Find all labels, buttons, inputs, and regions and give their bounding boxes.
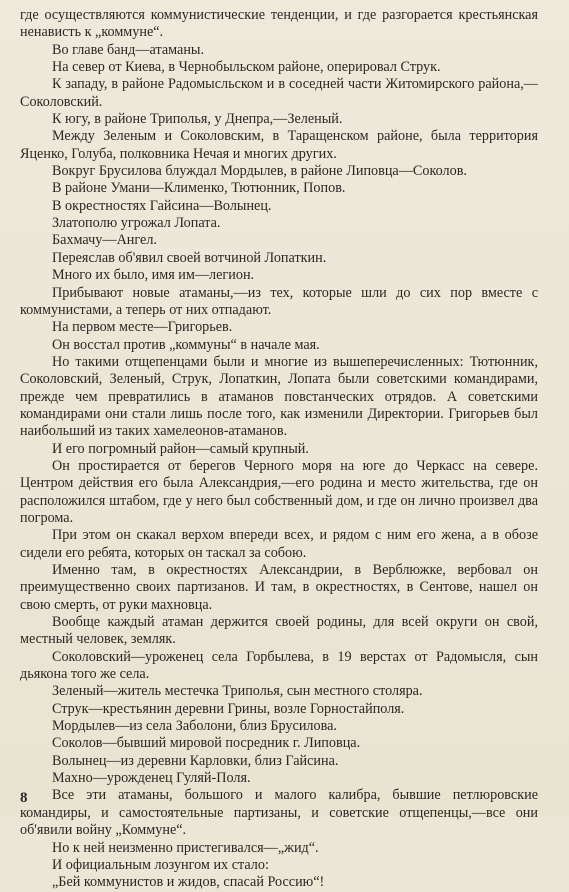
paragraph: Во главе банд—атаманы. (52, 41, 205, 58)
paragraph: Он восстал против „коммуны“ в начале мая. (52, 336, 320, 353)
paragraph: Прибывают новые атаманы,—из тех, которые шли до сих пор вместе с коммунистами, а теперь от них отпадают. (20, 284, 538, 318)
paragraph: Соколовский—уроженец села Горбылева, в 19 верстах от Радомысля, сын дьякона того же села. (20, 648, 538, 683)
page-number: 8 (20, 790, 28, 806)
paragraph: На первом месте—Григорьев. (52, 319, 233, 336)
paragraph: Вообще каждый атаман держится своей родины, для всей округи он свой, местный человек, земляк. (20, 614, 538, 648)
paragraph: „Бей коммунистов и жидов, спасай Россию“! (52, 874, 325, 891)
paragraph: Вокруг Брусилова блуждал Мордылев, в районе Липовца—Соколов. (52, 163, 467, 180)
paragraph: Именно там, в окрестностях Александрии, в Верблюжке, вербовал он преимущественно своих партизанов. И там, в окрестностях, в Сентове, нашел он свою смерть, от руки махновца. (20, 562, 538, 613)
paragraph: В окрестностях Гайсина—Волынец. (52, 197, 272, 214)
paragraph: Бахмачу—Ангел. (52, 232, 157, 249)
paragraph: Волынец—из деревни Карловки, близ Гайсина. (52, 752, 339, 769)
paragraph: Все эти атаманы, большого и малого калибра, бывшие петлюровские командиры, и самостоятельные партизаны, и советские отщепенцы,—все они об'явили войну „Коммуне“. (20, 787, 538, 839)
paragraph: Зеленый—житель местечка Триполья, сын местного столяра. (52, 683, 423, 700)
paragraph: Мордылев—из села Заболони, близ Брусилова. (52, 718, 337, 735)
paragraph: Между Зеленым и Соколовским, в Таращенском районе, была территория Яценко, Голуба, полковника Нечая и многих других. (20, 128, 538, 162)
paragraph: Но такими отщепенцами были и многие из вышеперечисленных: Тютюнник, Соколовский, Зеленый, Струк, Лопаткин, Лопата были советскими командирами, прежде чем превратились в атаманов повстанческих отрядов. А советскими командирами они стали лишь после того, как изменили Директории. Григорьев был наибольший из таких хамелеонов-атаманов. (20, 353, 538, 440)
paragraph: Переяслав об'явил своей вотчиной Лопаткин. (52, 249, 327, 266)
paragraph: Златополю угрожал Лопата. (52, 215, 221, 232)
paragraph: Соколов—бывший мировой посредник г. Липовца. (52, 735, 361, 752)
paragraph: К югу, в районе Триполья, у Днепра,—Зеленый. (52, 111, 343, 128)
paragraph: Много их было, имя им—легион. (52, 267, 255, 284)
body-text (20, 7, 538, 892)
paragraph: Но к ней неизменно пристегивался—„жид“. (52, 839, 319, 856)
paragraph: В районе Умани—Клименко, Тютюнник, Попов. (52, 180, 346, 197)
paragraph: Струк—крестьянин деревни Грины, возле Горностайполя. (52, 700, 405, 717)
paragraph: К западу, в районе Радомысльском и в соседней части Житомирского района,—Соколовский. (20, 76, 538, 110)
paragraph: Махно—урожденец Гуляй-Поля. (52, 770, 251, 787)
paragraph: Он простирается от берегов Черного моря на юге до Черкасс на севере. Центром действия его была Александрия,—его родина и место жительства, где он расположился штабом, где у него был собственный дом, и где он лично произвел два погрома. (20, 457, 538, 526)
paragraph: При этом он скакал верхом впереди всех, и рядом с ним его жена, а в обозе сидели его ребята, которых он таскал за собою. (20, 527, 538, 561)
paragraph: И его погромный район—самый крупный. (52, 440, 309, 457)
paragraph: где осуществляются коммунистические тенденции, и где разгорается крестьянская ненависть к „коммуне“. (20, 7, 538, 41)
paragraph: И официальным лозунгом их стало: (52, 856, 269, 873)
paragraph: На север от Киева, в Чернобыльском районе, оперировал Струк. (52, 59, 441, 76)
